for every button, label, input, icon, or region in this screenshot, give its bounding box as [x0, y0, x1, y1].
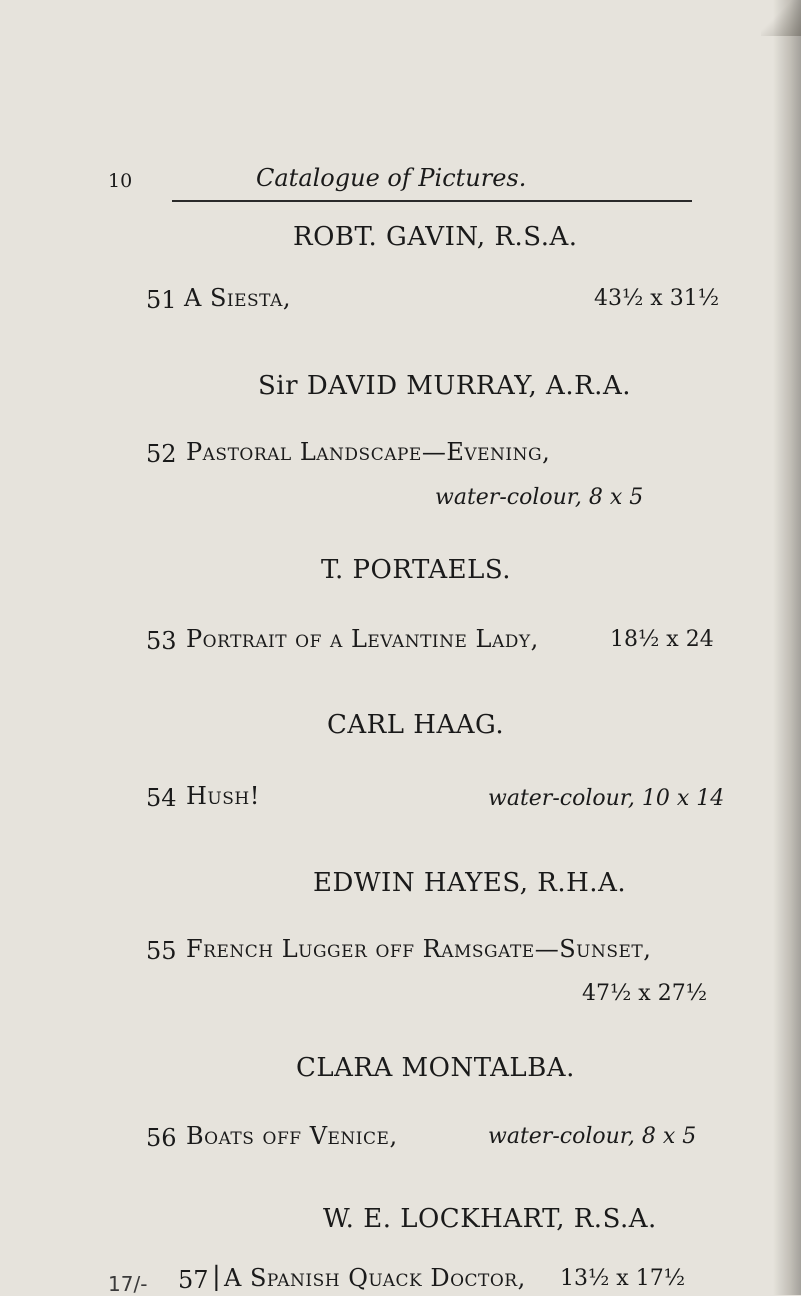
artist-heading: EDWIN HAYES, R.H.A.: [313, 868, 627, 898]
artist-heading: CLARA MONTALBA.: [296, 1053, 575, 1083]
page-edge-shadow: [773, 0, 801, 1295]
handwritten-price: 17/-: [108, 1272, 148, 1296]
lot-number: 54: [146, 784, 177, 812]
lot-title: A Spanish Quack Doctor,: [224, 1264, 526, 1292]
header-rule: [172, 200, 692, 202]
lot-medium-dimensions: water-colour, 10 x 14: [488, 786, 725, 811]
lot-dimensions: 47½ x 27½: [582, 981, 708, 1006]
lot-dimensions: 43½ x 31½: [594, 286, 720, 311]
lot-number: 53: [146, 627, 177, 655]
running-head: Catalogue of Pictures.: [256, 164, 527, 192]
lot-medium-dimensions: water-colour, 8 x 5: [435, 485, 644, 510]
page-corner-shadow: [761, 0, 801, 36]
lot-title: Portrait of a Levantine Lady,: [186, 625, 539, 653]
pencil-bracket: |: [212, 1262, 221, 1292]
page-number: 10: [108, 170, 133, 192]
lot-dimensions: 13½ x 17½: [560, 1266, 686, 1291]
artist-heading: T. PORTAELS.: [321, 555, 512, 585]
lot-title: Pastoral Landscape—Evening,: [186, 438, 551, 466]
artist-heading: W. E. LOCKHART, R.S.A.: [323, 1204, 657, 1234]
lot-title: French Lugger off Ramsgate—Sunset,: [186, 935, 652, 963]
lot-number: 56: [146, 1124, 177, 1152]
artist-heading: CARL HAAG.: [327, 710, 505, 740]
lot-title: A Siesta,: [184, 284, 291, 312]
artist-heading: ROBT. GAVIN, R.S.A.: [293, 222, 578, 252]
lot-number: 52: [146, 440, 177, 468]
lot-medium-dimensions: water-colour, 8 x 5: [488, 1124, 697, 1149]
lot-number: 57: [178, 1266, 209, 1294]
lot-title: Hush!: [186, 782, 260, 810]
lot-number: 51: [146, 286, 177, 314]
lot-dimensions: 18½ x 24: [610, 627, 714, 652]
lot-title: Boats off Venice,: [186, 1122, 398, 1150]
lot-number: 55: [146, 937, 177, 965]
artist-heading: Sir DAVID MURRAY, A.R.A.: [258, 371, 631, 401]
